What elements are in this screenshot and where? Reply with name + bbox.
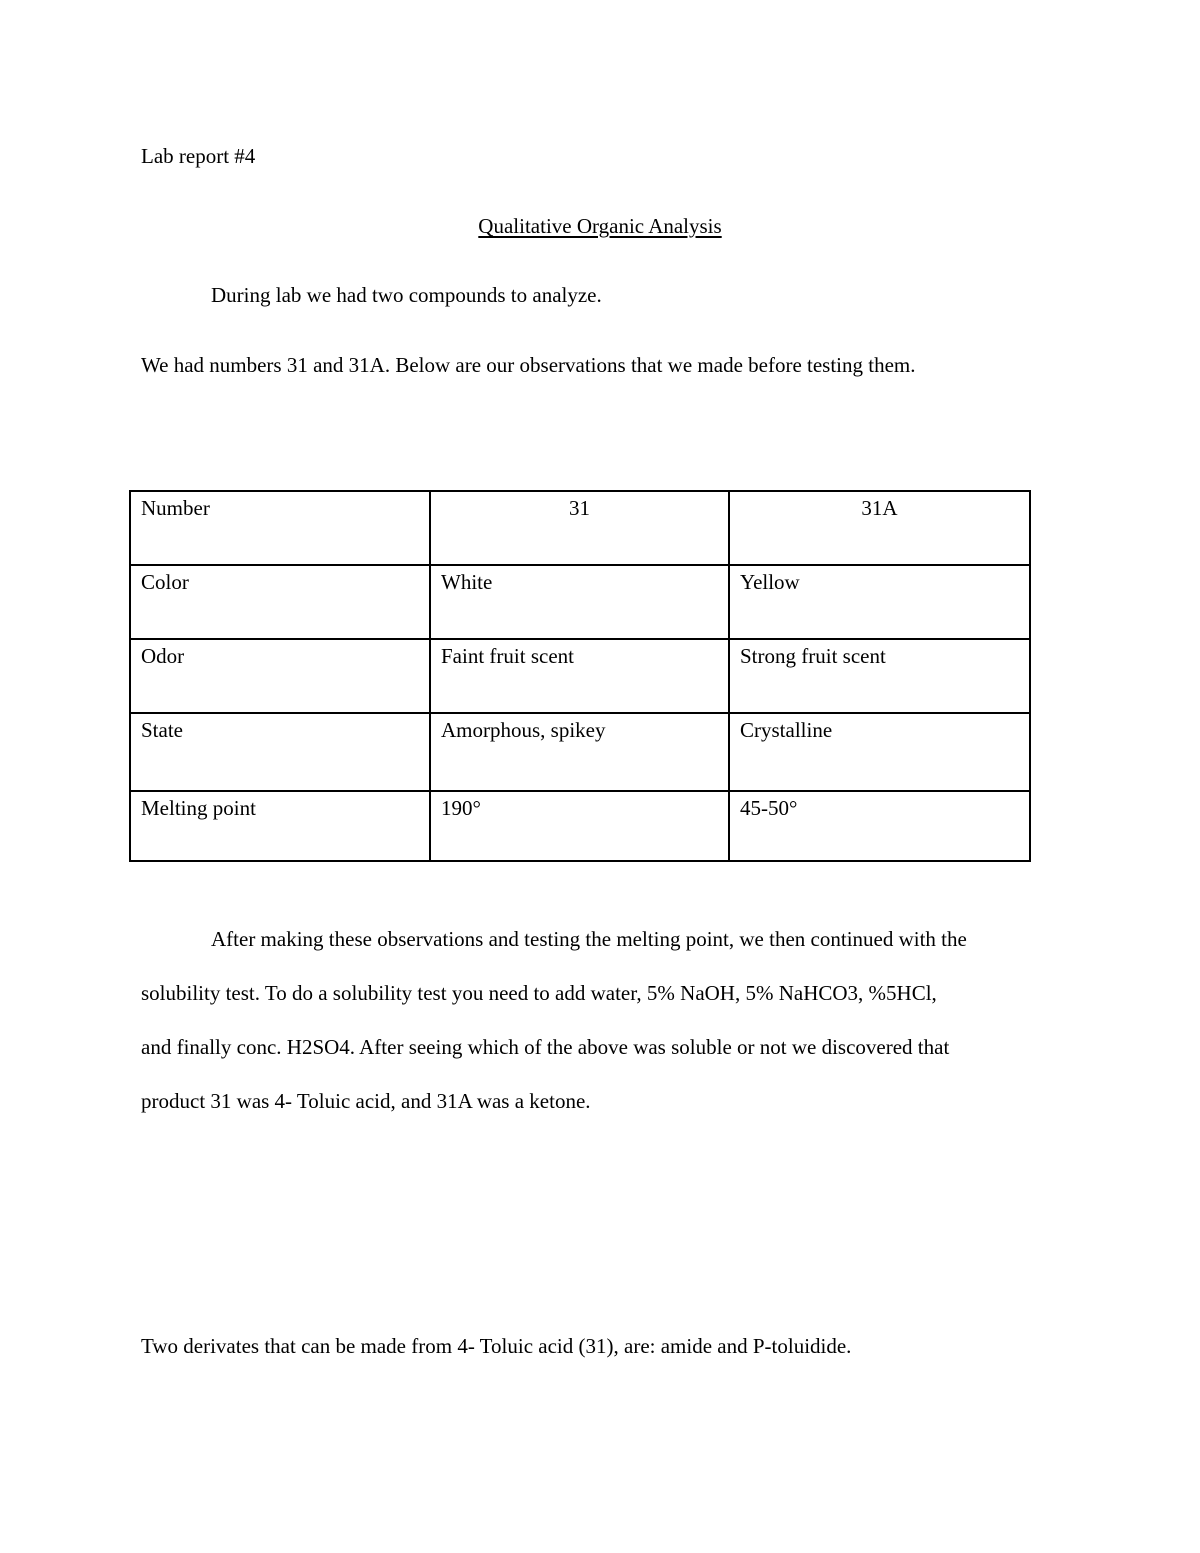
paragraph-line: solubility test. To do a solubility test you need to add water, 5% NaOH, 5% NaHCO3, %5HCl, [141, 981, 937, 1005]
report-label: Lab report #4 [141, 144, 256, 168]
table-cell: Yellow [729, 565, 1030, 639]
document-title-text: Qualitative Organic Analysis [478, 214, 722, 238]
table-row [130, 713, 1030, 791]
table-row [130, 639, 1030, 713]
paragraph-line: and finally conc. H2SO4. After seeing which of the above was soluble or not we discovered that [141, 1035, 950, 1059]
table-row [130, 791, 1030, 861]
table-cell: 190° [430, 791, 729, 861]
table-header-cell: 31A [729, 491, 1030, 565]
table-header-cell: 31 [430, 491, 729, 565]
intro-line-2: We had numbers 31 and 31A. Below are our observations that we made before testing them. [141, 353, 916, 377]
table-cell: Faint fruit scent [430, 639, 729, 713]
table-row [130, 565, 1030, 639]
table-cell: 45-50° [729, 791, 1030, 861]
table-cell: Crystalline [729, 713, 1030, 791]
table-cell: Melting point [130, 791, 430, 861]
table-header-row [130, 491, 1030, 565]
table-cell: Strong fruit scent [729, 639, 1030, 713]
table-cell: Odor [130, 639, 430, 713]
paragraph-line: product 31 was 4- Toluic acid, and 31A was a ketone. [141, 1089, 591, 1113]
results-paragraph [141, 912, 1061, 1128]
table-cell: State [130, 713, 430, 791]
paragraph-line: After making these observations and testing the melting point, we then continued with the [211, 927, 967, 951]
table-cell: Amorphous, spikey [430, 713, 729, 791]
document-title [0, 214, 1200, 238]
table-cell: Color [130, 565, 430, 639]
table-cell: White [430, 565, 729, 639]
derivatives-line: Two derivates that can be made from 4- Toluic acid (31), are: amide and P-toluidide. [141, 1334, 852, 1358]
table-header-cell: Number [130, 491, 430, 565]
intro-line-1: During lab we had two compounds to analyze. [211, 283, 602, 307]
observations-table [129, 490, 1031, 862]
